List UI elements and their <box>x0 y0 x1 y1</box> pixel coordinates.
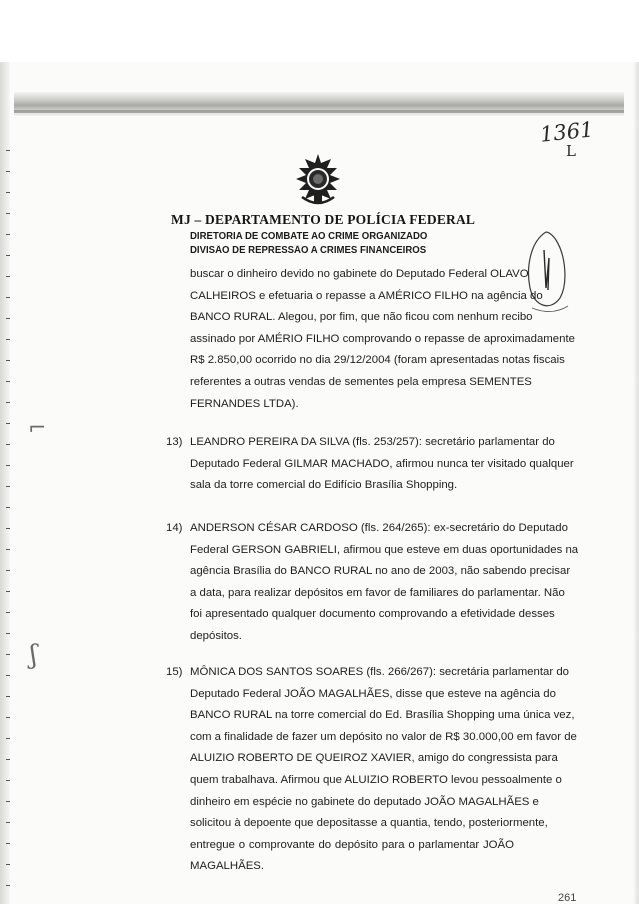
binding-tick <box>6 213 10 214</box>
binding-tick <box>6 444 10 445</box>
folio-initial: L <box>566 142 576 160</box>
binding-tick <box>6 318 10 319</box>
binding-tick <box>6 465 10 466</box>
scan-top-margin <box>0 0 639 62</box>
binding-tick <box>6 423 10 424</box>
item-number-13: 13) <box>166 436 183 448</box>
paragraph-item-13 <box>190 432 574 497</box>
paragraph-line: Deputado Federal GILMAR MACHADO, afirmou nunca ter visitado qualquer <box>190 457 574 470</box>
binding-tick <box>6 360 10 361</box>
binding-tick <box>6 528 10 529</box>
paragraph-line: ALUIZIO ROBERTO DE QUEIROZ XAVIER, amigo do congressista para <box>190 752 558 765</box>
paragraph-line: BANCO RURAL na torre comercial do Ed. Brasília Shopping uma única vez, <box>190 709 575 722</box>
binding-tick <box>6 591 10 592</box>
binding-tick <box>6 696 10 697</box>
paragraph-line: MAGALHÃES. <box>190 860 265 873</box>
margin-handwritten-mark: ⌐ <box>28 416 47 441</box>
division-line: DIVISÃO DE REPRESSÃO A CRIMES FINANCEIROS <box>190 245 427 256</box>
paragraph-line: R$ 2.850,00 ocorrido no dia 29/12/2004 (foram apresentadas notas fiscais <box>190 354 565 367</box>
binding-tick <box>6 570 10 571</box>
binding-tick <box>6 549 10 550</box>
paragraph-continuation <box>190 264 575 415</box>
coat-of-arms-seal-icon <box>290 153 346 209</box>
binding-tick <box>6 171 10 172</box>
paragraph-line: entregue o comprovante do depósito para o parlamentar JOÃO <box>190 838 514 851</box>
paragraph-line: Federal GERSON GABRIELI, afirmou que esteve em duas oportunidades na <box>190 543 579 556</box>
paragraph-line: CALHEIROS e efetuaria o repasse a AMÉRICO FILHO na agência do <box>190 289 543 302</box>
page-number: 261 <box>558 892 577 904</box>
binding-tick <box>6 633 10 634</box>
binding-tick <box>6 759 10 760</box>
paragraph-line: BANCO RURAL. Alegou, por fim, que não ficou com nenhum recibo <box>190 311 533 324</box>
binding-tick <box>6 234 10 235</box>
binding-tick <box>6 654 10 655</box>
binding-tick <box>6 801 10 802</box>
binding-tick <box>6 150 10 151</box>
margin-handwritten-mark-5: ʃ <box>30 640 38 670</box>
binding-tick <box>6 864 10 865</box>
paragraph-line: foi apresentado qualquer documento comprovando a efetividade desses <box>190 608 555 621</box>
scan-artifact-line <box>14 110 624 113</box>
directorate-line: DIRETORIA DE COMBATE AO CRIME ORGANIZADO <box>190 231 428 242</box>
paragraph-line: com a finalidade de fazer um depósito no valor de R$ 30.000,00 em favor de <box>190 730 577 743</box>
paragraph-line: a data, para realizar depósitos em favor de familiares do parlamentar. Não <box>190 586 565 599</box>
binding-tick <box>6 738 10 739</box>
binding-tick <box>6 612 10 613</box>
binding-tick <box>6 675 10 676</box>
binding-tick <box>6 381 10 382</box>
item-number-15: 15) <box>166 666 183 678</box>
folio-stamp: 1361 <box>538 117 595 147</box>
item-number-14: 14) <box>166 522 183 534</box>
binding-tick <box>6 255 10 256</box>
binding-tick <box>6 192 10 193</box>
paragraph-line: agência Brasília do BANCO RURAL no ano de 2003, não sabendo precisar <box>190 565 571 578</box>
paragraph-line: buscar o dinheiro devido no gabinete do Deputado Federal OLAVO <box>190 268 529 280</box>
handwritten-initials-signature <box>522 228 570 320</box>
binding-tick <box>6 339 10 340</box>
binding-tick <box>6 486 10 487</box>
binding-tick <box>6 507 10 508</box>
paragraph-line: MÔNICA DOS SANTOS SOARES (fls. 266/267): secretária parlamentar do <box>190 666 569 678</box>
paragraph-line: depósitos. <box>190 629 242 642</box>
binding-tick <box>6 780 10 781</box>
binding-tick <box>6 276 10 277</box>
paragraph-line: FERNANDES LTDA). <box>190 397 299 410</box>
paragraph-line: LEANDRO PEREIRA DA SILVA (fls. 253/257): secretário parlamentar do <box>190 436 555 448</box>
binding-tick <box>6 297 10 298</box>
paragraph-line: solicitou à depoente que depositasse a quantia, tendo, posteriormente, <box>190 817 548 830</box>
binding-tick <box>6 885 10 886</box>
paragraph-line: sala da torre comercial do Edifício Brasília Shopping. <box>190 479 458 492</box>
page-left-edge <box>0 62 10 904</box>
binding-tick <box>6 822 10 823</box>
paragraph-line: dinheiro em espécie no gabinete do deputado JOÃO MAGALHÃES e <box>190 795 539 808</box>
paragraph-line: ANDERSON CÉSAR CARDOSO (fls. 264/265): ex-secretário do Deputado <box>190 522 568 534</box>
paragraph-item-14 <box>190 518 579 648</box>
page-right-edge <box>633 62 639 904</box>
paragraph-item-15 <box>190 662 577 878</box>
document-title: MJ – DEPARTAMENTO DE POLÍCIA FEDERAL <box>171 212 476 227</box>
paragraph-line: quem trabalhava. Afirmou que ALUIZIO ROBERTO levou pessoalmente o <box>190 773 562 786</box>
paragraph-line: Deputado Federal JOÃO MAGALHÃES, disse que esteve na agência do <box>190 687 556 700</box>
paragraph-line: assinado por AMÉRIO FILHO comprovando o repasse de aproximadamente <box>190 332 575 345</box>
binding-tick <box>6 402 10 403</box>
binding-tick <box>6 717 10 718</box>
paragraph-line: referentes a outras vendas de sementes pela empresa SEMENTES <box>190 375 532 388</box>
binding-tick <box>6 843 10 844</box>
